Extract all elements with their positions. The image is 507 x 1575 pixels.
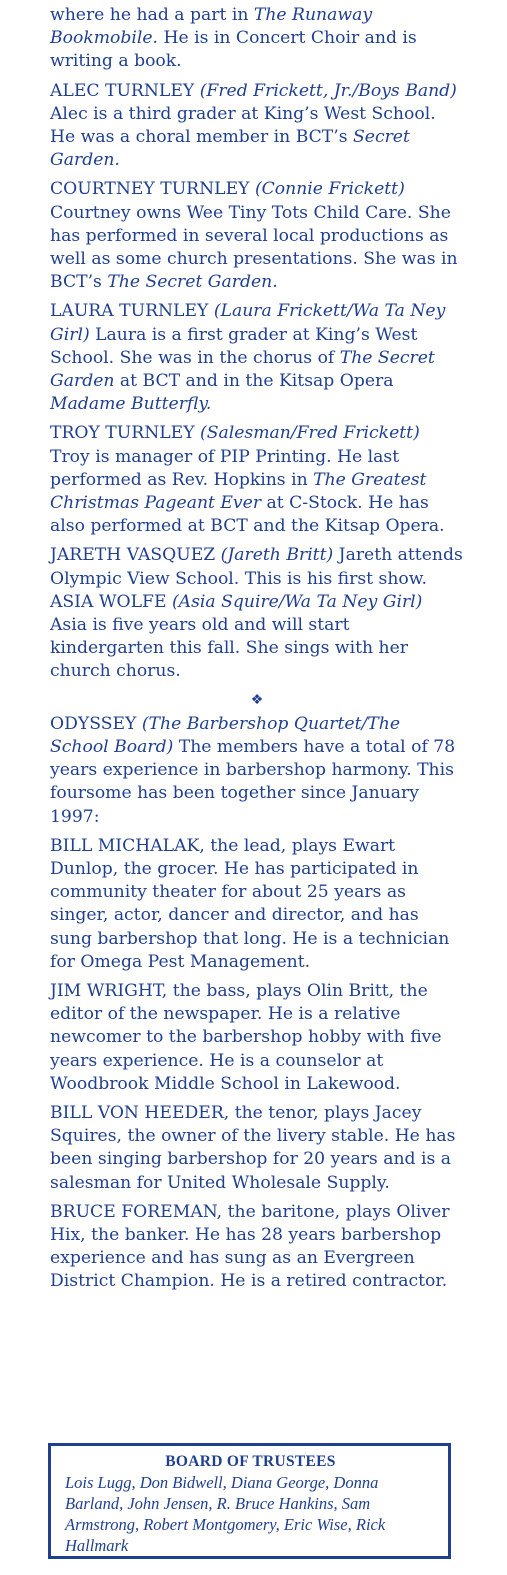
- text-run: at BCT and in the Kitsap Opera: [114, 371, 394, 392]
- board-names: Lois Lugg, Don Bidwell, Diana George, Donna Barland, John Jensen, R. Bruce Hankins, Sam Armstrong, Robert Montgomery, Eric Wise, Rick Hallmark: [65, 1473, 386, 1555]
- para-jareth-vasquez: [50, 544, 464, 590]
- text-run: He is in Concert Choir and is writing a book.: [50, 28, 417, 72]
- para-laura-turnley: [50, 300, 464, 416]
- section-divider-ornament: ❖: [250, 691, 264, 708]
- board-of-trustees-box: [48, 1443, 451, 1559]
- italic-text-run: (Fred Frickett, Jr./Boys Band): [199, 80, 457, 101]
- para-jim-wright: [50, 980, 464, 1096]
- para-asia-wolfe: [50, 591, 464, 684]
- text-run: The members have a total of 78 years experience in barbershop harmony. This foursome has been together since January 1997:: [50, 736, 456, 827]
- italic-text-run: (The Barbershop Quartet/The School Board): [50, 713, 400, 757]
- quartet-bios-section: [50, 713, 464, 1294]
- italic-text-run: (Salesman/Fred Frickett): [200, 423, 420, 444]
- text-run: Alec is a third grader at King’s West School. He was a choral member in BCT’s: [50, 103, 436, 148]
- para-alec-turnley: [50, 80, 464, 173]
- text-run: BRUCE FOREMAN, the baritone, plays Oliver Hix, the banker. He has 28 years barbershop experience and has sung as an Evergreen District Champion. He is a retired contractor.: [50, 1201, 450, 1292]
- text-run: Courtney owns Wee Tiny Tots Child Care. She has performed in several local productions as well as some church presentations. She was in BCT’s: [50, 202, 458, 293]
- text-run: at C-Stock. He has also performed at BCT and the Kitsap Opera.: [50, 493, 445, 537]
- para-bill-von-heeder: [50, 1102, 464, 1195]
- italic-text-run: (Asia Squire/Wa Ta Ney Girl): [171, 591, 423, 612]
- text-run: BILL MICHALAK, the lead, plays Ewart Dunlop, the grocer. He has participated in community theater for about 25 years as singer, actor, dancer and director, and has sung barbershop that long. He is a technician for Omega Pest Management.: [50, 835, 450, 972]
- para-courtney-turnley: [50, 178, 464, 294]
- italic-text-run: (Jareth Britt): [220, 545, 334, 566]
- para-bruce-foreman: [50, 1201, 464, 1294]
- italic-text-run: The Secret Garden.: [107, 272, 278, 293]
- text-run: ALEC TURNLEY: [50, 80, 200, 101]
- board-title: BOARD OF TRUSTEES: [165, 1453, 336, 1470]
- italic-text-run: The Runaway Bookmobile.: [50, 5, 373, 49]
- text-run: COURTNEY TURNLEY: [50, 179, 255, 200]
- text-run: Asia is five years old and will start kindergarten this fall. She sings with her church chorus.: [50, 615, 408, 682]
- para-bill-michalak: [50, 835, 464, 974]
- text-run: BILL VON HEEDER, the tenor, plays Jacey Squires, the owner of the livery stable. He has been singing barbershop for 20 years and is a salesman for United Wholesale Supply.: [50, 1102, 456, 1193]
- text-run: where he had a part in: [50, 5, 254, 25]
- text-run: JARETH VASQUEZ: [50, 545, 221, 566]
- para-troy-turnley: [50, 422, 464, 538]
- program-column: [50, 4, 464, 1300]
- text-run: JIM WRIGHT, the bass, plays Olin Britt, the editor of the newspaper. He is a relative newcomer to the barbershop hobby with five years experience. He is a counselor at Woodbrook Middle School in Lakewood.: [50, 980, 442, 1094]
- italic-text-run: (Connie Frickett): [254, 179, 405, 200]
- italic-text-run: Secret Garden.: [50, 127, 410, 171]
- text-run: ASIA WOLFE: [50, 591, 172, 612]
- text-run: Jareth attends Olympic View School. This is his first show.: [50, 545, 463, 589]
- text-run: LAURA TURNLEY: [50, 301, 214, 322]
- italic-text-run: (Laura Frickett/Wa Ta Ney Girl): [50, 301, 446, 345]
- cast-bios-section: [50, 4, 464, 684]
- para-odyssey: [50, 713, 464, 829]
- text-run: TROY TURNLEY: [50, 423, 201, 444]
- text-run: Troy is manager of PIP Printing. He last performed as Rev. Hopkins in: [50, 446, 400, 490]
- italic-text-run: The Greatest Christmas Pageant Ever: [50, 469, 427, 514]
- text-run: Laura is a first grader at King’s West School. She was in the chorus of: [50, 324, 418, 368]
- italic-text-run: The Secret Garden: [50, 347, 435, 392]
- italic-text-run: Madame Butterfly.: [50, 394, 212, 415]
- text-run: ODYSSEY: [50, 713, 142, 734]
- para-continued: [50, 4, 464, 74]
